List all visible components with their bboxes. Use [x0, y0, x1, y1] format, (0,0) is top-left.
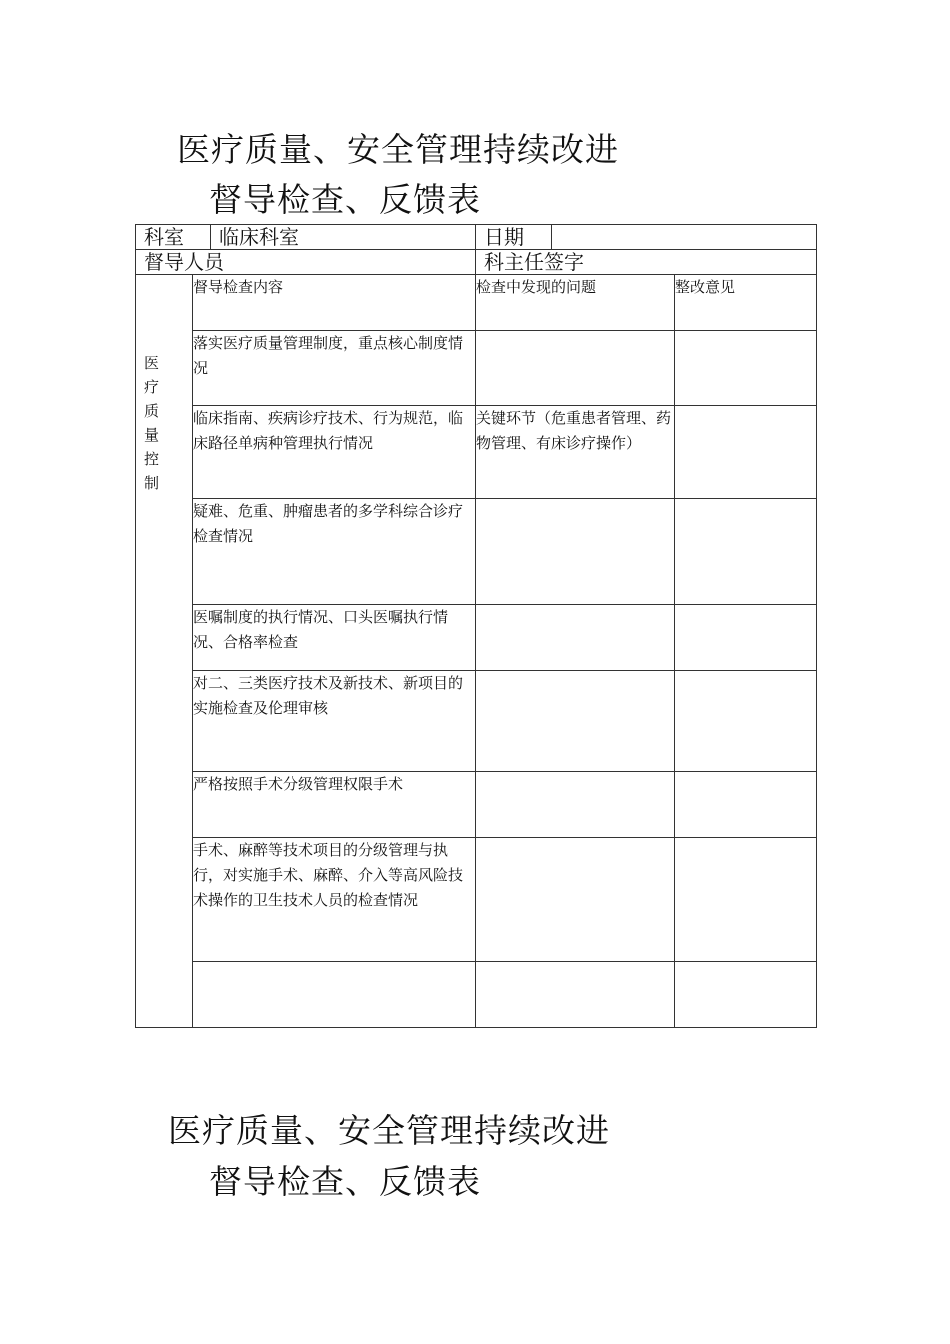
row-content: 临床指南、疾病诊疗技术、行为规范，临床路径单病种管理执行情况	[193, 406, 476, 499]
department-value[interactable]: 临床科室	[211, 225, 476, 250]
form-title-line-1: 医疗质量、安全管理持续改进	[177, 130, 619, 169]
date-value[interactable]	[552, 225, 817, 250]
table-row	[136, 962, 817, 1028]
header-row-inspector	[136, 250, 817, 275]
table-row	[136, 605, 817, 671]
column-header-content: 督导检查内容	[193, 275, 476, 331]
side-category-label: 医疗质量控制	[144, 354, 160, 492]
row-issues[interactable]	[476, 331, 675, 406]
row-issues[interactable]	[476, 671, 675, 772]
row-issues[interactable]	[476, 772, 675, 838]
row-content: 对二、三类医疗技术及新技术、新项目的实施检查及伦理审核	[193, 671, 476, 772]
inspector-label: 督导人员	[144, 250, 224, 274]
table-row	[136, 838, 817, 962]
table-row	[136, 331, 817, 406]
row-rectification[interactable]	[675, 605, 817, 671]
table-row	[136, 406, 817, 499]
row-issues[interactable]	[476, 499, 675, 605]
column-header-issues: 检查中发现的问题	[476, 275, 675, 331]
header-row-department	[136, 225, 817, 250]
row-rectification[interactable]	[675, 499, 817, 605]
table-row	[136, 499, 817, 605]
column-header-row	[136, 275, 817, 331]
row-issues[interactable]	[476, 962, 675, 1028]
form-title-line-1-repeat: 医疗质量、安全管理持续改进	[168, 1111, 610, 1150]
form-title-line-2: 督导检查、反馈表	[209, 180, 481, 219]
row-rectification[interactable]	[675, 406, 817, 499]
row-rectification[interactable]	[675, 962, 817, 1028]
row-content[interactable]	[193, 962, 476, 1028]
row-content: 医嘱制度的执行情况、口头医嘱执行情况、合格率检查	[193, 605, 476, 671]
column-header-rectification: 整改意见	[675, 275, 817, 331]
department-label: 科室	[136, 225, 211, 250]
row-content: 落实医疗质量管理制度，重点核心制度情况	[193, 331, 476, 406]
table-row	[136, 772, 817, 838]
row-rectification[interactable]	[675, 838, 817, 962]
director-sign-label: 科主任签字	[484, 250, 584, 274]
row-content: 严格按照手术分级管理权限手术	[193, 772, 476, 838]
row-issues[interactable]	[476, 838, 675, 962]
side-category-cell	[136, 275, 193, 1028]
form-title-line-2-repeat: 督导检查、反馈表	[209, 1162, 481, 1201]
inspector-cell[interactable]	[136, 250, 476, 275]
row-rectification[interactable]	[675, 772, 817, 838]
row-rectification[interactable]	[675, 331, 817, 406]
row-rectification[interactable]	[675, 671, 817, 772]
inspection-feedback-table	[135, 224, 817, 1028]
director-sign-cell[interactable]	[476, 250, 817, 275]
row-issues[interactable]	[476, 605, 675, 671]
row-content: 疑难、危重、肿瘤患者的多学科综合诊疗检查情况	[193, 499, 476, 605]
date-label: 日期	[476, 225, 552, 250]
row-content: 手术、麻醉等技术项目的分级管理与执行，对实施手术、麻醉、介入等高风险技术操作的卫生技术人员的检查情况	[193, 838, 476, 962]
table-row	[136, 671, 817, 772]
row-issues[interactable]: 关键环节（危重患者管理、药物管理、有床诊疗操作）	[476, 406, 675, 499]
